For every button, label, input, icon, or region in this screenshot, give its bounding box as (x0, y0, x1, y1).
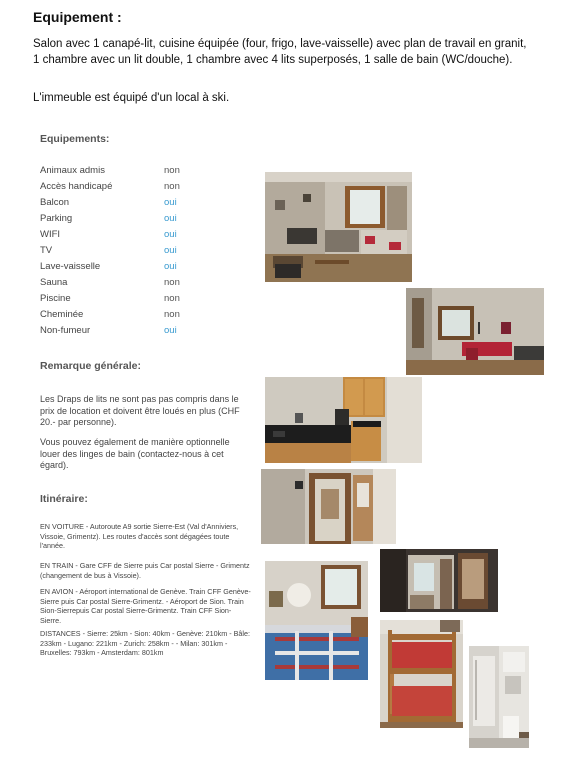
double-bedroom-photo (265, 561, 368, 680)
amenity-label: Parking (40, 213, 73, 224)
amenity-label: Non-fumeur (40, 325, 91, 336)
amenities-title: Equipements: (40, 133, 110, 145)
bathroom-photo (469, 646, 529, 748)
bunk-bed-photo (380, 620, 463, 728)
itinerary-train: EN TRAIN - Gare CFF de Sierre puis Car postal Sierre - Grimentz (changement de bus à Vissoie). (40, 561, 250, 580)
amenity-value: oui (164, 197, 177, 208)
amenity-value: oui (164, 261, 177, 272)
amenity-label: Balcon (40, 197, 70, 208)
itinerary-car: EN VOITURE - Autoroute A9 sortie Sierre-Est (Val d'Anniviers, Vissoie, Grimentz). Les routes d'accès sont dégagées toute l'année. (40, 522, 239, 550)
amenity-value: non (164, 277, 180, 288)
remarks-title: Remarque générale: (40, 360, 141, 372)
itinerary-plane: EN AVION - Aéroport international de Genève. Train CFF Genève-Sierre puis Car postal Sierre-Grimentz. - Aéroport de Sion. Train Sion-Sierrepuis Car postal Sierre-Grimentz. Train CFF Sion-Sierre. (40, 587, 251, 625)
bedroom-window-photo (380, 549, 498, 612)
amenity-label: Piscine (40, 293, 71, 304)
amenity-value: non (164, 309, 180, 320)
itinerary-title: Itinéraire: (40, 493, 88, 505)
amenity-value: non (164, 181, 180, 192)
page-title: Equipement : (33, 9, 122, 25)
hallway-photo (261, 469, 396, 544)
amenity-label: Lave-vaisselle (40, 261, 101, 272)
remarks-sheets: Les Draps de lits ne sont pas pas compris dans le prix de location et doivent être loués en plus (CHF 20.- par personne). (40, 394, 240, 427)
amenity-label: Animaux admis (40, 165, 105, 176)
amenity-value: oui (164, 213, 177, 224)
amenity-value: oui (164, 245, 177, 256)
amenity-value: non (164, 165, 180, 176)
amenity-label: TV (40, 245, 53, 256)
intro-paragraph: Salon avec 1 canapé-lit, cuisine équipée (four, frigo, lave-vaisselle) avec plan de travail en granit, 1 chambre avec un lit double, 1 chambre avec 4 lits superposés, 1 salle de bain (WC/douche). (33, 38, 527, 66)
amenity-value: non (164, 293, 180, 304)
living-room-photo (265, 172, 412, 282)
kitchen-photo (265, 377, 422, 463)
amenity-label: Accès handicapé (40, 181, 113, 192)
amenity-label: Cheminée (40, 309, 84, 320)
amenity-label: Sauna (40, 277, 68, 288)
amenity-value: oui (164, 229, 177, 240)
amenity-value: oui (164, 325, 177, 336)
remarks-towels: Vous pouvez également de manière optionnelle louer des linges de bain (contactez-nous à cet égard). (40, 437, 230, 470)
dining-room-photo (406, 288, 544, 375)
ski-room-note: L'immeuble est équipé d'un local à ski. (33, 92, 230, 104)
itinerary-distances: DISTANCES - Sierre: 25km - Sion: 40km - Genève: 210km - Bâle: 233km - Lugano: 221km - Zurich: 258km - - Milan: 301km - Bruxelles: 793km - Amsterdam: 801km (40, 629, 250, 657)
amenity-label: WIFI (40, 229, 61, 240)
